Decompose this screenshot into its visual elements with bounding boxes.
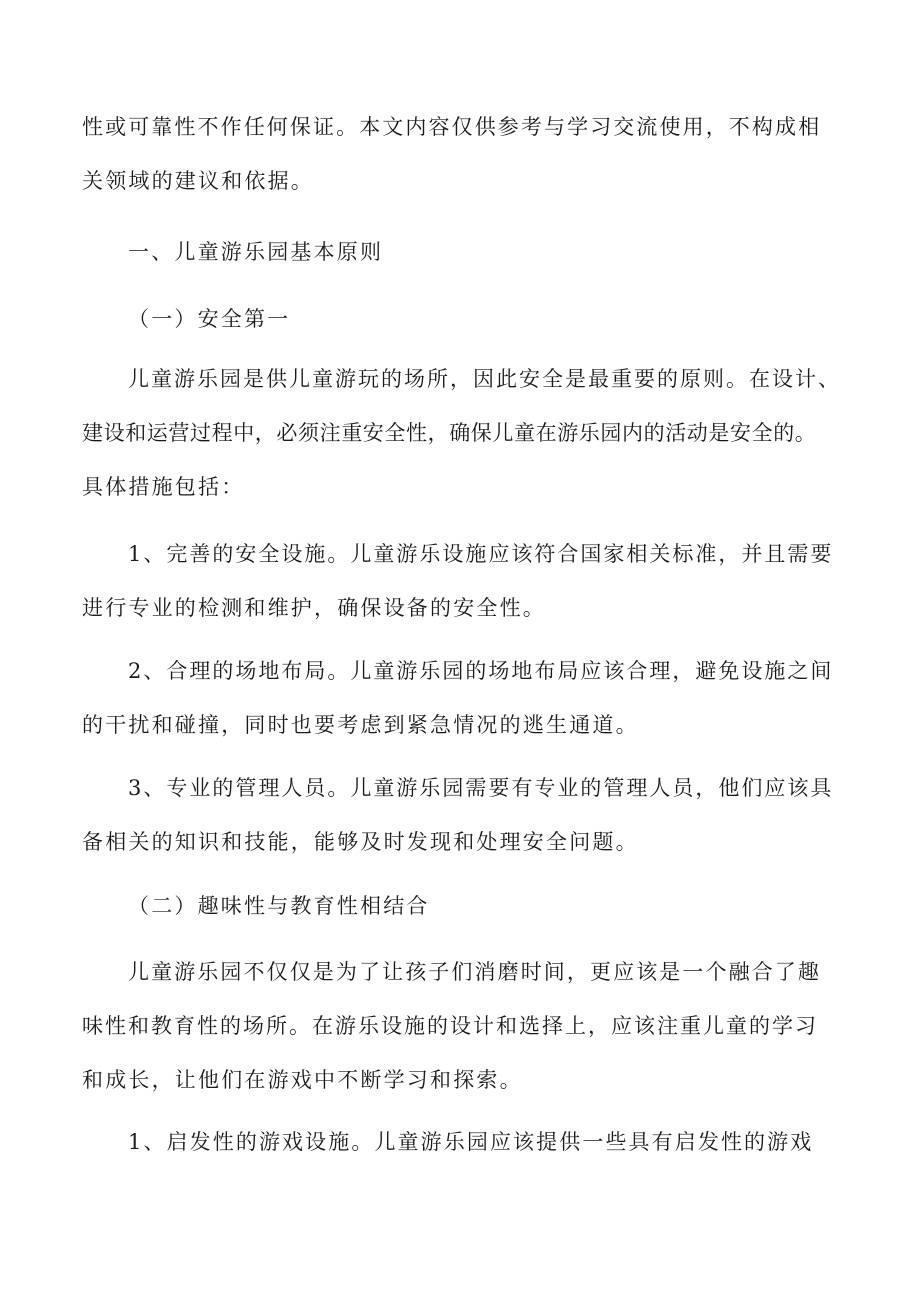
paragraph-line: 儿童游乐园不仅仅是为了让孩子们消磨时间，更应该是一个融合了趣 xyxy=(128,960,821,984)
list-item-line: 3、专业的管理人员。儿童游乐园需要有专业的管理人员，他们应该具 xyxy=(128,776,834,800)
list-item-line: 1、启发性的游戏设施。儿童游乐园应该提供一些具有启发性的游戏 xyxy=(128,1130,814,1154)
section-heading: 一、儿童游乐园基本原则 xyxy=(128,240,384,264)
subsection-heading: （一）安全第一 xyxy=(128,307,291,331)
paragraph-line: 儿童游乐园是供儿童游玩的场所，因此安全是最重要的原则。在设计、 xyxy=(128,367,841,391)
paragraph-line: 味性和教育性的场所。在游乐设施的设计和选择上，应该注重儿童的学习 xyxy=(82,1014,818,1038)
list-item-line: 备相关的知识和技能，能够及时发现和处理安全问题。 xyxy=(82,830,639,854)
list-item-line: 1、完善的安全设施。儿童游乐设施应该符合国家相关标准，并且需要 xyxy=(128,542,834,566)
paragraph-line: 具体措施包括： xyxy=(82,475,245,499)
paragraph-line: 建设和运营过程中，必须注重安全性，确保儿童在游乐园内的活动是安全的。 xyxy=(82,421,817,445)
paragraph-line: 和成长，让他们在游戏中不断学习和探索。 xyxy=(82,1068,523,1092)
list-item-line: 的干扰和碰撞，同时也要考虑到紧急情况的逃生通道。 xyxy=(82,713,639,737)
list-item-line: 2、合理的场地布局。儿童游乐园的场地布局应该合理，避免设施之间 xyxy=(128,659,834,683)
list-item-line: 进行专业的检测和维护，确保设备的安全性。 xyxy=(82,596,546,620)
paragraph-line: 关领域的建议和依据。 xyxy=(82,169,314,193)
subsection-heading: （二）趣味性与教育性相结合 xyxy=(128,894,430,918)
paragraph-line: 性或可靠性不作任何保证。本文内容仅供参考与学习交流使用，不构成相 xyxy=(82,115,822,139)
